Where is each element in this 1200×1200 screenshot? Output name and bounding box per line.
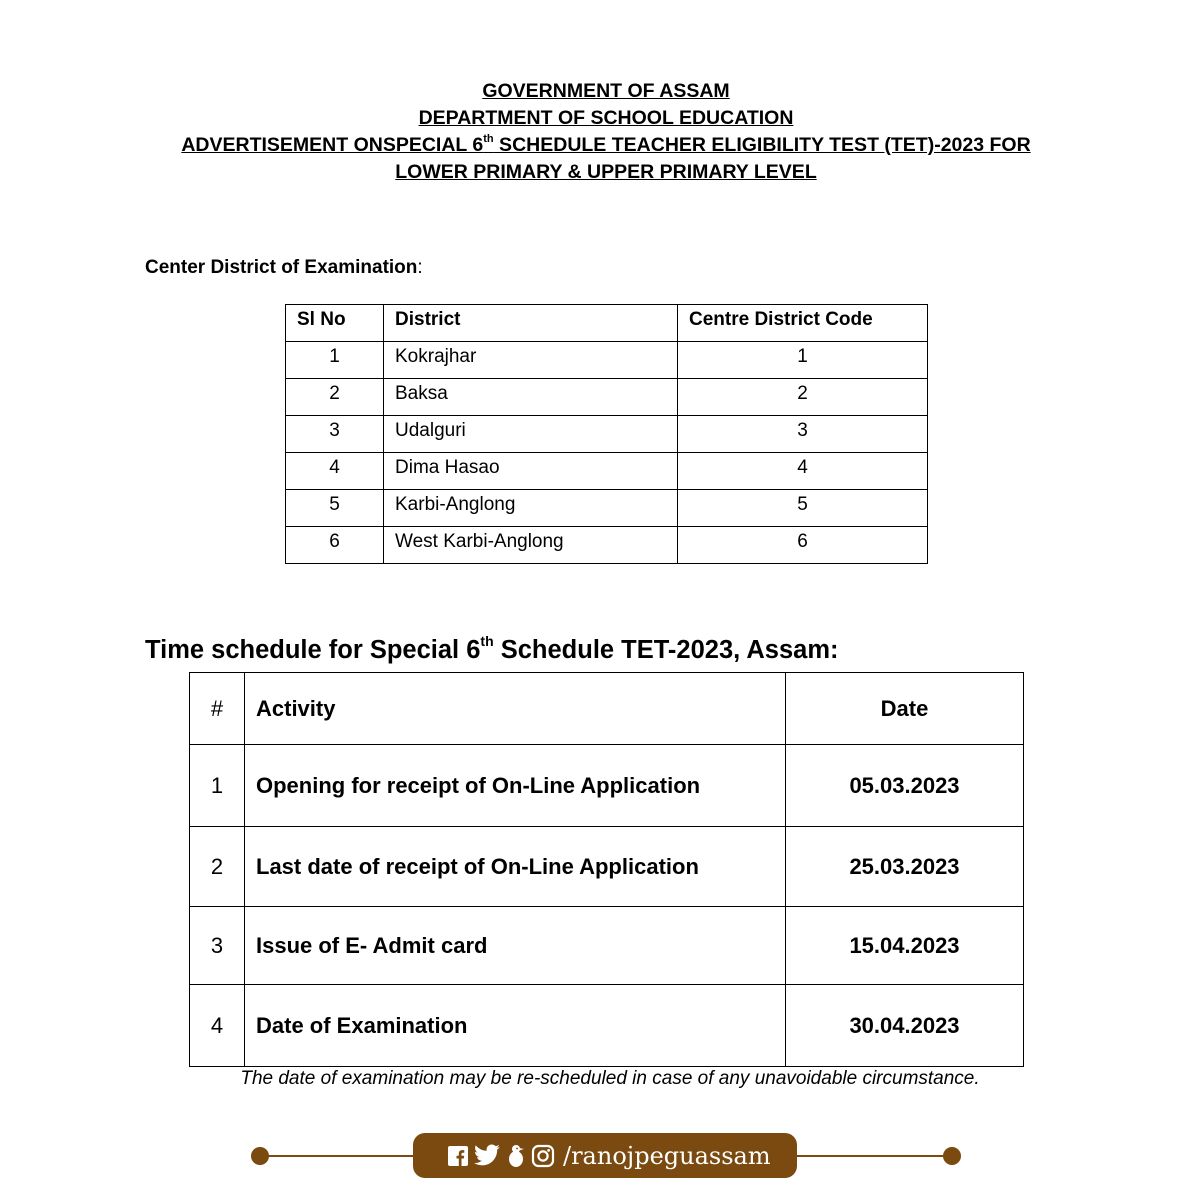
table-row — [286, 379, 928, 416]
table-row — [190, 745, 1024, 827]
table-row — [286, 416, 928, 453]
column-header: Activity — [245, 673, 786, 745]
district-cell: Kokrajhar — [384, 342, 678, 379]
activity-cell: Last date of receipt of On-Line Application — [245, 827, 786, 907]
center-district-label: Center District of Examination: — [145, 257, 423, 278]
district-cell: Baksa — [384, 379, 678, 416]
sl-no-cell: 3 — [286, 416, 384, 453]
footer-left-line — [260, 1155, 420, 1157]
header-line-4: LOWER PRIMARY & UPPER PRIMARY LEVEL — [395, 161, 817, 183]
koo-icon — [505, 1143, 527, 1169]
district-cell: Karbi-Anglong — [384, 490, 678, 527]
code-cell: 3 — [678, 416, 928, 453]
district-table — [285, 304, 928, 564]
table-row — [190, 985, 1024, 1067]
social-handle-text: /ranojpeguassam — [563, 1141, 771, 1170]
table-row — [286, 453, 928, 490]
date-cell: 15.04.2023 — [786, 907, 1024, 985]
social-handle-banner — [413, 1133, 797, 1178]
code-cell: 6 — [678, 527, 928, 564]
schedule-title: Time schedule for Special 6th Schedule TET-2023, Assam: — [145, 633, 839, 664]
footer-right-dot — [943, 1147, 961, 1165]
sl-no-cell: 4 — [286, 453, 384, 490]
code-cell: 1 — [678, 342, 928, 379]
twitter-icon — [473, 1144, 501, 1168]
activity-cell: Opening for receipt of On-Line Application — [245, 745, 786, 827]
row-number-cell: 3 — [190, 907, 245, 985]
district-cell: West Karbi-Anglong — [384, 527, 678, 564]
header-line-3: ADVERTISEMENT ONSPECIAL 6th SCHEDULE TEACHER ELIGIBILITY TEST (TET)-2023 FOR — [181, 133, 1031, 156]
row-number-cell: 4 — [190, 985, 245, 1067]
district-cell: Dima Hasao — [384, 453, 678, 490]
document-header — [0, 78, 1200, 186]
table-row — [286, 490, 928, 527]
column-header: Date — [786, 673, 1024, 745]
table-row — [190, 907, 1024, 985]
table-header-row — [190, 673, 1024, 745]
table-row — [286, 527, 928, 564]
table-row — [286, 342, 928, 379]
footer-right-line — [792, 1155, 952, 1157]
sl-no-cell: 5 — [286, 490, 384, 527]
date-cell: 25.03.2023 — [786, 827, 1024, 907]
header-line-1: GOVERNMENT OF ASSAM — [482, 80, 730, 102]
code-cell: 2 — [678, 379, 928, 416]
code-cell: 5 — [678, 490, 928, 527]
district-cell: Udalguri — [384, 416, 678, 453]
date-cell: 05.03.2023 — [786, 745, 1024, 827]
column-header: Sl No — [286, 305, 384, 342]
column-header: District — [384, 305, 678, 342]
activity-cell: Issue of E- Admit card — [245, 907, 786, 985]
facebook-icon — [447, 1145, 469, 1167]
header-line-2: DEPARTMENT OF SCHOOL EDUCATION — [418, 107, 794, 129]
instagram-icon — [531, 1144, 555, 1168]
code-cell: 4 — [678, 453, 928, 490]
row-number-cell: 1 — [190, 745, 245, 827]
table-row — [190, 827, 1024, 907]
column-header: # — [190, 673, 245, 745]
schedule-table — [189, 672, 1024, 1067]
sl-no-cell: 1 — [286, 342, 384, 379]
table-header-row — [286, 305, 928, 342]
sl-no-cell: 6 — [286, 527, 384, 564]
column-header: Centre District Code — [678, 305, 928, 342]
row-number-cell: 2 — [190, 827, 245, 907]
activity-cell: Date of Examination — [245, 985, 786, 1067]
date-cell: 30.04.2023 — [786, 985, 1024, 1067]
sl-no-cell: 2 — [286, 379, 384, 416]
schedule-note: The date of examination may be re-scheduled in case of any unavoidable circumstance. — [240, 1068, 980, 1089]
